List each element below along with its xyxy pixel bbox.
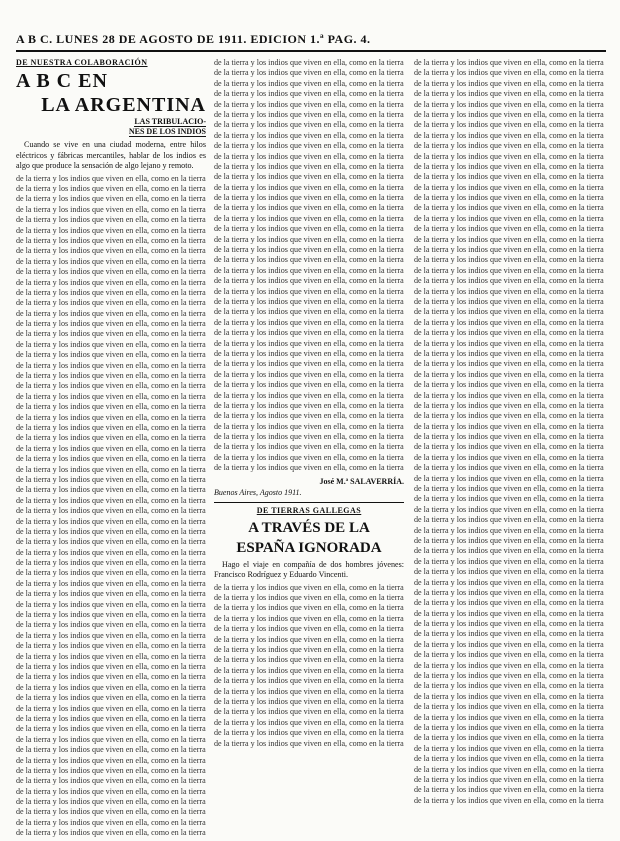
body-text-block <box>214 583 404 749</box>
subdeck <box>16 117 206 137</box>
article-lead: Cuando se vive en una ciudad moderna, entre hilos eléctricos y fábricas mercantiles, hablar de los indios es algo que produce la sensación de algo lejano y remoto. <box>16 140 206 171</box>
section-note-2: DE TIERRAS GALLEGAS <box>256 506 362 516</box>
masthead <box>16 28 606 52</box>
body-text-block <box>214 58 404 474</box>
body-text-block <box>16 174 206 839</box>
subdeck-line-1: LAS TRIBULACIO- <box>134 117 206 127</box>
section-divider <box>214 502 404 503</box>
column-3 <box>414 58 604 806</box>
section-note: DE NUESTRA COLABORACIÓN <box>16 58 148 67</box>
body-text-block <box>414 58 604 806</box>
headline-line-1: A B C EN <box>16 70 108 93</box>
column-2 <box>214 58 404 749</box>
column-1 <box>16 58 206 839</box>
headline-2-line-1: A TRAVÉS DE LA <box>248 519 370 536</box>
dateline: Buenos Aires, Agosto 1911. <box>214 488 302 498</box>
masthead-text: A B C. LUNES 28 DE AGOSTO DE 1911. EDICION 1.ª PAG. 4. <box>16 31 371 46</box>
author-signature: José M.ª SALAVERRÍA. <box>319 476 404 486</box>
headline-2-line-2: ESPAÑA IGNORADA <box>236 539 382 556</box>
subdeck-line-2: NES DE LOS INDIOS <box>128 127 206 137</box>
article-2-lead: Hago el viaje en compañía de dos hombres jóvenes: Francisco Rodríguez y Eduardo Vincenti. <box>214 559 404 580</box>
headline-line-2: LA ARGENTINA <box>41 94 206 117</box>
